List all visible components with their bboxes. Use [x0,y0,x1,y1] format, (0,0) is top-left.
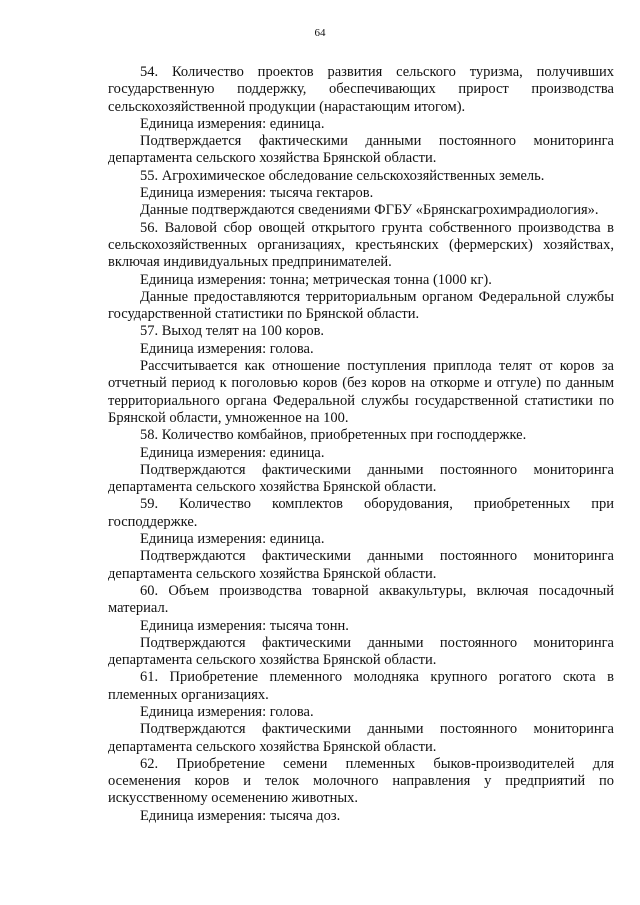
paragraph: Единица измерения: тысяча доз. [140,807,341,824]
paragraph: Данные подтверждаются сведениями ФГБУ «Брянскагрохимрадиология». [140,202,599,219]
paragraph: 57. Выход телят на 100 коров. [140,323,325,340]
page-number: 64 [314,27,326,39]
paragraph: 60. Объем производства товарной аквакультуры, включая посадочный материал. [108,582,614,617]
paragraph: 54. Количество проектов развития сельского туризма, получивших государственную поддержку, обеспечивающих прирост производства сельскохозяйственной продукции (нарастающим итогом). [108,64,614,115]
paragraph: Данные предоставляются территориальным органом Федеральной службы государственной статистики по Брянской области. [108,288,614,323]
paragraph: Единица измерения: единица. [140,444,325,461]
paragraph: Единица измерения: единица. [140,115,325,132]
paragraph: Подтверждаются фактическими данными постоянного мониторинга департамента сельского хозяйства Брянской области. [108,634,614,669]
paragraph: Подтверждается фактическими данными постоянного мониторинга департамента сельского хозяйства Брянской области. [108,133,614,167]
paragraph: 61. Приобретение племенного молодняка крупного рогатого скота в племенных организациях. [108,669,614,703]
paragraph: 55. Агрохимическое обследование сельскохозяйственных земель. [140,167,545,184]
paragraph: 58. Количество комбайнов, приобретенных при господдержке. [140,427,527,444]
paragraph: Единица измерения: голова. [140,703,314,720]
paragraph: Подтверждаются фактическими данными постоянного мониторинга департамента сельского хозяйства Брянской области. [108,548,614,582]
paragraph: 56. Валовой сбор овощей открытого грунта собственного производства в сельскохозяйственных организациях, крестьянских (фермерских) хозяйствах, включая индивидуальных предпринимателей. [108,219,614,271]
paragraph: 59. Количество комплектов оборудования, приобретенных при господдержке. [108,496,614,530]
paragraph: 62. Приобретение семени племенных быков-производителей для осеменения коров и телок молочного направления у предприятий по искусственному осеменению животных. [108,755,614,807]
paragraph: Единица измерения: тысяча тонн. [140,617,349,634]
paragraph: Подтверждаются фактическими данными постоянного мониторинга департамента сельского хозяйства Брянской области. [108,461,614,496]
paragraph: Единица измерения: единица. [140,531,325,548]
paragraph: Подтверждаются фактическими данными постоянного мониторинга департамента сельского хозяйства Брянской области. [108,721,614,755]
paragraph: Единица измерения: голова. [140,340,314,357]
paragraph: Рассчитывается как отношение поступления приплода телят от коров за отчетный период к поголовью коров (без коров на откорме и отгуле) по данным территориального органа Федеральной службы государственной статистики по Брянской области, умноженное на 100. [108,358,614,426]
paragraph: Единица измерения: тысяча гектаров. [140,185,374,202]
document-body [108,64,614,825]
paragraph: Единица измерения: тонна; метрическая тонна (1000 кг). [140,271,492,288]
